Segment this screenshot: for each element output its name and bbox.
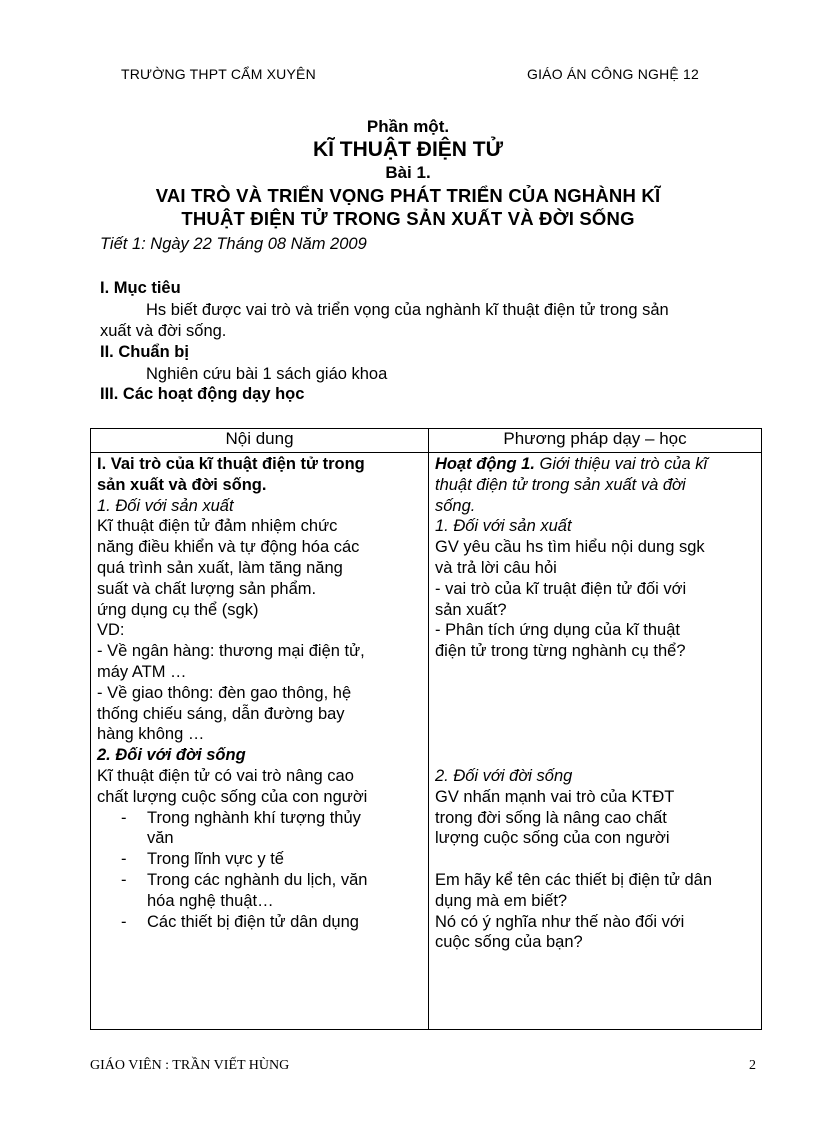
content-line: máy ATM … [97, 662, 187, 681]
header-subject: GIÁO ÁN CÔNG NGHỆ 12 [527, 66, 700, 82]
method-line: GV nhấn mạnh vai trò của KTĐT [435, 787, 675, 806]
table-row [91, 453, 762, 1030]
prep-text: Nghiên cứu bài 1 sách giáo khoa [146, 365, 388, 383]
list-item [147, 912, 422, 933]
part-title: Phần một. [366, 117, 450, 136]
objectives-line1: Hs biết được vai trò và triển vọng của nghành kĩ thuật điện tử trong sản [146, 301, 669, 319]
content-line: VD: [97, 621, 125, 640]
content-line: chất lượng cuộc sống của con người [97, 787, 368, 806]
content-line: Kĩ thuật điện tử đảm nhiệm chức [97, 517, 338, 536]
prep-heading: II. Chuẩn bị [100, 343, 189, 361]
lesson-title [0, 184, 816, 230]
subheading-production: 1. Đối với sản xuất [435, 517, 572, 536]
activities-heading: III. Các hoạt động dạy học [100, 385, 305, 403]
lesson-title-line1: VAI TRÒ VÀ TRIỂN VỌNG PHÁT TRIỂN CỦA NGHÀNH KĨ [155, 185, 661, 206]
content-cell [91, 453, 429, 1030]
lesson-date: Tiết 1: Ngày 22 Tháng 08 Năm 2009 [100, 235, 367, 253]
method-line: dụng mà em biết? [435, 891, 568, 910]
activity-text-line: sống. [435, 496, 476, 515]
subheading-life: 2. Đối với đời sống [97, 746, 246, 765]
content-line: Kĩ thuật điện tử có vai trò nâng cao [97, 766, 354, 785]
table-header-row [91, 429, 762, 453]
method-line: và trả lời câu hỏi [435, 558, 557, 577]
method-line: Em hãy kể tên các thiết bị điện tử dân [435, 870, 713, 889]
method-line: Nó có ý nghĩa như thế nào đối với [435, 912, 685, 931]
method-line: trong đời sống là nâng cao chất [435, 808, 667, 827]
method-line: - Phân tích ứng dụng của kĩ thuật [435, 621, 680, 640]
objectives-line2: xuất và đời sống. [100, 322, 227, 340]
chapter-title: KĨ THUẬT ĐIỆN TỬ [312, 138, 504, 161]
list-item [147, 808, 422, 850]
content-line: suất và chất lượng sản phẩm. [97, 579, 317, 598]
list-item-text: - Trong nghành khí tượng thủy [147, 808, 361, 827]
col-header-method: Phương pháp dạy – học [429, 429, 762, 453]
list-item-text: hóa nghệ thuật… [147, 891, 274, 910]
list-item-text: - Trong các nghành du lịch, văn [147, 870, 368, 889]
activity-label: Hoạt động 1. [435, 455, 535, 473]
method-line: GV yêu cầu hs tìm hiểu nội dung sgk [435, 538, 705, 557]
lesson-title-line2: THUẬT ĐIỆN TỬ TRONG SẢN XUẤT VÀ ĐỜI SỐNG [181, 208, 635, 229]
subheading-production: 1. Đối với sản xuất [97, 496, 234, 515]
list-item [147, 849, 422, 870]
method-line: sản xuất? [435, 600, 507, 619]
lesson-table [90, 428, 762, 1030]
method-line: - vai trò của kĩ truật điện tử đối với [435, 579, 687, 598]
method-line: điện tử trong từng nghành cụ thể? [435, 642, 686, 661]
method-cell [429, 453, 762, 1030]
list-item-text: - Các thiết bị điện tử dân dụng [147, 912, 359, 931]
lesson-number: Bài 1. [385, 163, 431, 182]
subheading-life: 2. Đối với đời sống [435, 766, 573, 785]
content-line: hàng không … [97, 725, 205, 744]
content-line: - Về ngân hàng: thương mại điện tử, [97, 642, 365, 661]
list-item [147, 870, 422, 912]
objectives-heading: I. Mục tiêu [100, 279, 181, 297]
field-list [97, 808, 422, 933]
col-header-content: Nội dung [91, 429, 429, 453]
activity-text-line: thuật điện tử trong sản xuất và đời [435, 475, 686, 494]
section-heading-line2: sản xuất và đời sống. [97, 475, 267, 494]
content-line: ứng dụng cụ thể (sgk) [97, 600, 259, 619]
list-item-text: - Trong lĩnh vực y tế [147, 850, 284, 869]
header-school: TRƯỜNG THPT CẨM XUYÊN [121, 66, 316, 82]
content-line: thống chiếu sáng, dẫn đường bay [97, 704, 345, 723]
activity-intro [435, 454, 755, 475]
content-line: quá trình sản xuất, làm tăng năng [97, 558, 343, 577]
section-heading-line1: I. Vai trò của kĩ thuật điện tử trong [97, 455, 365, 473]
activity-text: Giới thiệu vai trò của kĩ [534, 455, 708, 473]
page-number: 2 [749, 1058, 756, 1073]
method-line: lượng cuộc sống của con người [435, 829, 670, 848]
content-line: năng điều khiển và tự động hóa các [97, 538, 360, 557]
method-line: cuộc sống của bạn? [435, 933, 583, 952]
list-item-text: văn [147, 829, 174, 848]
footer-teacher: GIÁO VIÊN : TRẦN VIẾT HÙNG [90, 1058, 290, 1073]
content-line: - Về giao thông: đèn gao thông, hệ [97, 683, 352, 702]
